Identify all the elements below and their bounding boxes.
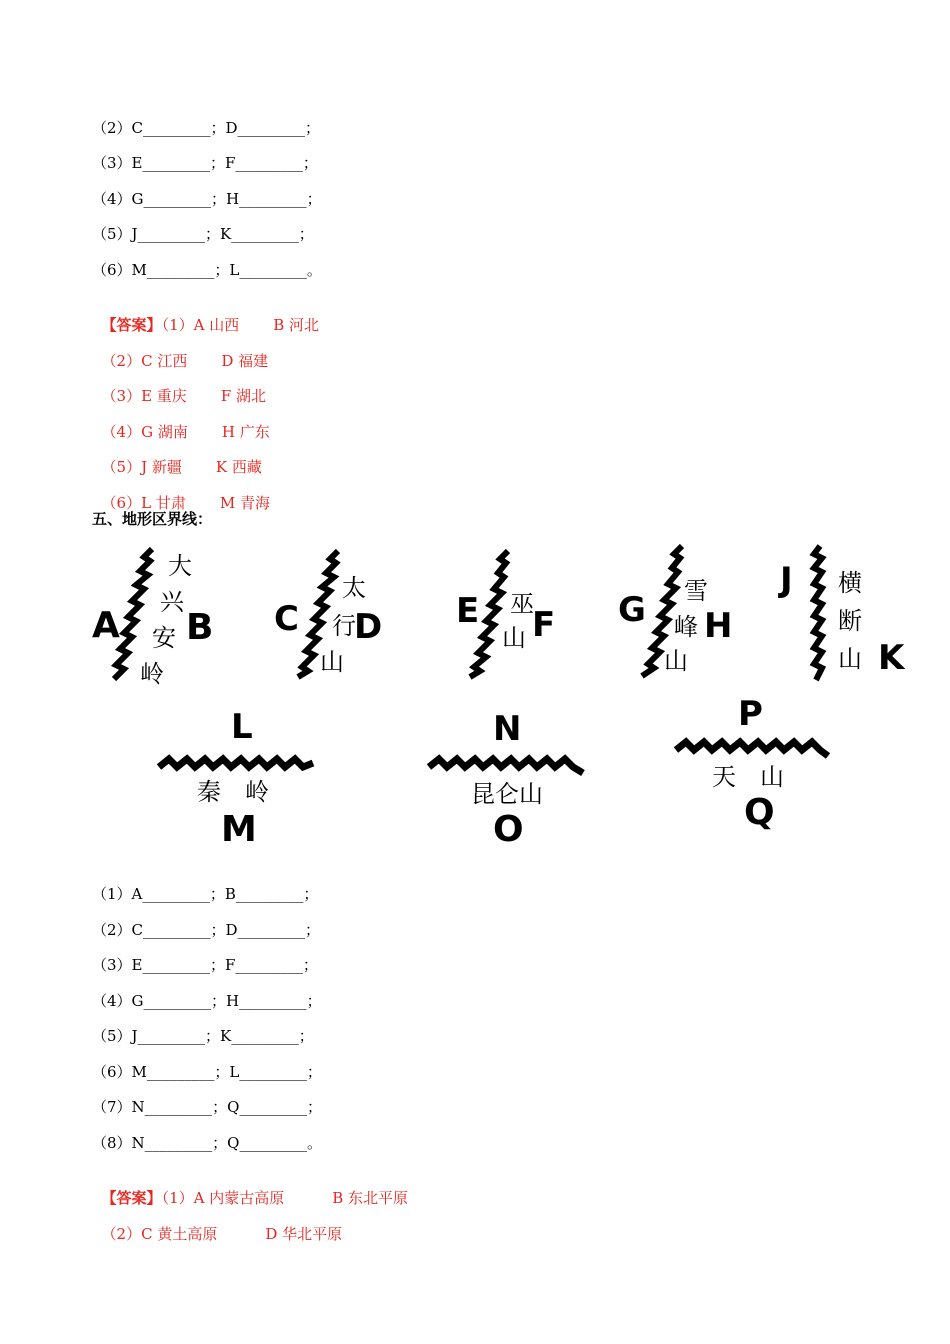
boundary-diagram (776, 542, 916, 692)
region-label-right: K (878, 638, 905, 678)
range-name-char: 山 (320, 648, 344, 676)
region-label-right: B (186, 607, 214, 648)
question-line: （6）M_________；L_________。 (92, 261, 322, 279)
answer-line (92, 1204, 342, 1244)
answer-item: （1）A 内蒙古高原 (161, 1189, 285, 1207)
answer-line (92, 402, 270, 442)
question-line: （8）N_________；Q_________。 (92, 1134, 322, 1152)
question-line: （3）E_________；F_________； (92, 154, 318, 172)
question-line: （2）C_________；D_________； (92, 119, 321, 137)
range-name-char: 大 (168, 552, 192, 580)
answer-item: B 东北平原 (332, 1189, 409, 1207)
answer-item: D 福建 (221, 352, 269, 370)
region-label-left: A (92, 605, 120, 646)
region-label-bottom: O (493, 809, 524, 850)
region-label-left: E (456, 591, 480, 631)
region-label-bottom: Q (744, 792, 775, 833)
range-name-char: 峰 (674, 613, 698, 641)
answer-item: （6）L 甘肃 (101, 494, 186, 512)
answer-head: 【答案】 (101, 316, 162, 334)
question-line: （5）J_________；K_________； (92, 1027, 314, 1045)
question-line: （1）A_________；B_________； (92, 885, 319, 903)
section-title: 五、地形区界线： (92, 510, 213, 528)
answer-item: H 广东 (221, 423, 270, 441)
answer-item: M 青海 (219, 494, 270, 512)
region-label-right: F (532, 605, 556, 645)
answer-item: D 华北平原 (265, 1225, 343, 1243)
answer-item: （4）G 湖南 (101, 423, 188, 441)
answer-line (92, 295, 319, 335)
boundary-diagram (616, 542, 746, 687)
boundary-diagram (452, 545, 572, 685)
region-label-top: N (493, 709, 522, 749)
region-label-left: J (780, 560, 793, 600)
boundary-diagram (90, 545, 250, 695)
question-line: （6）M_________；L_________； (92, 1063, 322, 1081)
answer-item: （2）C 江西 (101, 352, 188, 370)
range-name-char: 太 (342, 574, 366, 602)
boundary-diagram (425, 705, 595, 850)
range-name-char: 兴 (160, 588, 184, 616)
range-name-char: 断 (838, 607, 862, 635)
answer-item: （3）E 重庆 (101, 387, 187, 405)
answer-item: K 西藏 (215, 458, 262, 476)
range-name-char: 山 (502, 624, 526, 652)
range-name-char: 岭 (140, 660, 164, 688)
boundary-diagram (155, 705, 325, 850)
range-name: 天 山 (712, 763, 784, 791)
range-name: 昆仑山 (471, 780, 543, 808)
range-name-char: 安 (152, 624, 176, 652)
answer-item: （2）C 黄土高原 (101, 1225, 218, 1243)
answer-line (92, 331, 268, 371)
region-label-top: P (738, 694, 763, 734)
region-label-right: H (704, 606, 733, 646)
question-line: （3）E_________；F_________； (92, 956, 318, 974)
answer-head: 【答案】 (101, 1189, 162, 1207)
range-name-char: 山 (664, 647, 688, 675)
answer-item: B 河北 (273, 316, 320, 334)
range-name-char: 巫 (510, 590, 534, 618)
answer-line (92, 1168, 408, 1208)
question-line: （4）G_________；H_________； (92, 992, 322, 1010)
answer-item: （5）J 新疆 (101, 458, 182, 476)
question-line: （5）J_________；K_________； (92, 225, 314, 243)
answer-line (92, 437, 262, 477)
region-label-left: G (618, 590, 646, 630)
answer-item: （1）A 山西 (161, 316, 240, 334)
range-name-char: 横 (838, 569, 862, 597)
boundary-diagram (270, 545, 400, 685)
range-name-char: 山 (838, 645, 862, 673)
range-name-char: 行 (332, 612, 356, 640)
range-name-char: 雪 (684, 577, 708, 605)
boundary-diagram (670, 690, 840, 835)
question-line: （2）C_________；D_________； (92, 921, 321, 939)
answer-item: F 湖北 (220, 387, 266, 405)
region-label-left: C (274, 599, 299, 639)
range-name: 秦 岭 (197, 778, 269, 806)
question-line: （4）G_________；H_________； (92, 190, 322, 208)
region-label-bottom: M (221, 809, 257, 850)
region-label-right: D (354, 607, 383, 647)
question-line: （7）N_________；Q_________； (92, 1098, 322, 1116)
region-label-top: L (231, 707, 253, 747)
answer-line (92, 366, 266, 406)
answer-line (92, 473, 270, 513)
